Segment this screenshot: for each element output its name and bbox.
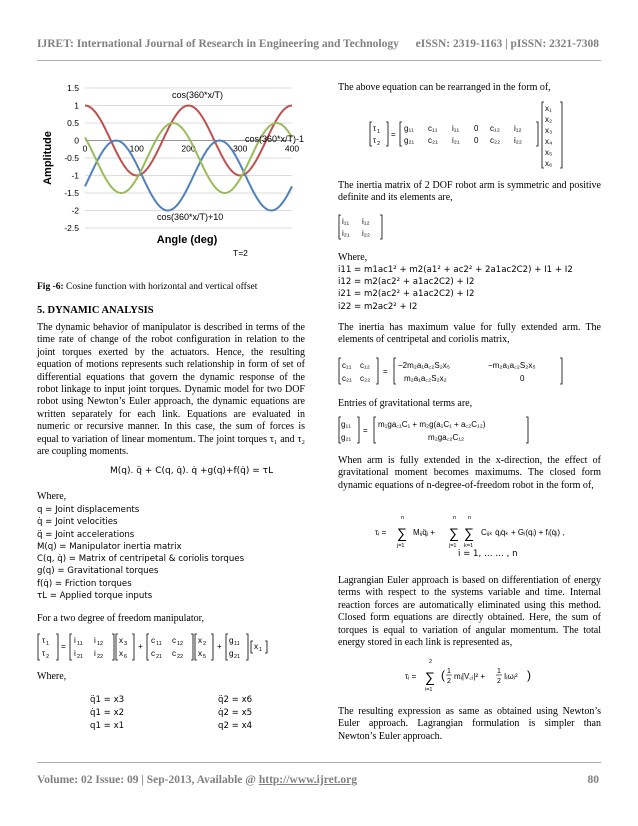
- svg-text:(: (: [441, 668, 445, 682]
- svg-text:2: 2: [46, 654, 50, 660]
- svg-text:c: c: [172, 636, 177, 645]
- coriolis-matrix: [338, 356, 588, 386]
- svg-text:i: i: [74, 649, 76, 658]
- y-tick-label: 1.5: [67, 83, 79, 93]
- svg-text:c: c: [172, 649, 177, 658]
- x-tick-label: 300: [233, 143, 248, 154]
- svg-text:3: 3: [124, 641, 128, 647]
- inertia-definitions: [338, 264, 573, 313]
- relation-item: q2 = x4: [218, 721, 253, 731]
- svg-text:c₁₁: c₁₁: [342, 361, 352, 370]
- svg-text:22: 22: [97, 654, 104, 660]
- svg-text:c₂₁: c₂₁: [342, 374, 352, 383]
- svg-text:5: 5: [203, 654, 207, 660]
- inertia-def: i11 = m1ac1² + m2(a1² + ac2² + 2a1ac2C2) + I1 + I2: [338, 265, 573, 275]
- y-tick-label: -1: [71, 170, 79, 181]
- where-2: Where,: [37, 671, 67, 682]
- svg-text:c₁₂: c₁₂: [490, 124, 500, 133]
- svg-text:22: 22: [177, 654, 184, 660]
- series-label: cos(360*x/T)+10: [157, 212, 224, 222]
- svg-text:g₂₁: g₂₁: [404, 136, 415, 145]
- svg-text:x: x: [198, 649, 203, 658]
- svg-text:n: n: [468, 515, 472, 521]
- svg-text:τᵢ =: τᵢ =: [375, 528, 387, 537]
- svg-text:j=1: j=1: [449, 543, 457, 549]
- svg-text:i₁₂: i₁₂: [362, 217, 370, 226]
- svg-text:m₁ga꜀₁C₁ + m₂g(a₁C₁ + a꜀₂C₁₂): m₁ga꜀₁C₁ + m₂g(a₁C₁ + a꜀₂C₁₂): [378, 420, 486, 429]
- svg-text:x₅: x₅: [545, 148, 553, 157]
- svg-text:11: 11: [77, 641, 83, 647]
- where-3: Where,: [338, 252, 368, 263]
- header-rule: [37, 60, 601, 61]
- def-item: q = Joint displacements: [37, 505, 140, 515]
- svg-text:k=1: k=1: [464, 543, 474, 549]
- svg-text:∑: ∑: [425, 669, 435, 685]
- svg-text:i: i: [94, 636, 96, 645]
- cosine-chart: [37, 80, 307, 270]
- page-number: 80: [587, 774, 599, 786]
- x-tick-label: 200: [181, 143, 196, 154]
- x-tick-label: 0: [82, 143, 88, 154]
- svg-text:11: 11: [156, 641, 162, 647]
- relation-item: q̇2 = x5: [218, 708, 253, 718]
- relation-item: q̈2 = x6: [218, 695, 253, 705]
- svg-text:Iᵢωᵢ²: Iᵢωᵢ²: [504, 672, 518, 681]
- svg-text:+: +: [138, 642, 143, 651]
- footer-rule: [37, 762, 601, 763]
- svg-text:g: g: [229, 636, 234, 645]
- figure: [37, 80, 307, 270]
- svg-text:12: 12: [177, 641, 184, 647]
- svg-text:g₂₁: g₂₁: [341, 433, 352, 442]
- svg-text:x: x: [119, 636, 124, 645]
- svg-text:=: =: [383, 367, 388, 376]
- running-footer: [37, 774, 599, 786]
- svg-text:mᵢ|V꜀ᵢ|² +: mᵢ|V꜀ᵢ|² +: [454, 672, 485, 681]
- svg-text:x₄: x₄: [545, 137, 553, 146]
- svg-text:x: x: [119, 649, 124, 658]
- caption-text: Cosine function with horizontal and vertical offset: [63, 282, 258, 292]
- svg-text:2: 2: [429, 659, 433, 665]
- inertia-def: i21 = m2(ac2² + a1ac2C2) + I2: [338, 289, 475, 300]
- svg-text:−2m₂a₁a꜀₂S₂x₅: −2m₂a₁a꜀₂S₂x₅: [398, 361, 451, 370]
- svg-text:c₁₂: c₁₂: [360, 361, 370, 370]
- svg-text:∑: ∑: [464, 525, 474, 541]
- y-tick-label: 0: [74, 135, 79, 146]
- svg-text:g: g: [229, 649, 234, 658]
- svg-text:∑: ∑: [449, 525, 459, 541]
- svg-text:=: =: [363, 426, 368, 435]
- def-item: g(q) = Gravitational torques: [37, 566, 159, 577]
- svg-text:x₆: x₆: [545, 159, 553, 168]
- svg-text:2: 2: [377, 141, 381, 147]
- svg-text:τᵢ =: τᵢ =: [405, 672, 417, 681]
- svg-text:6: 6: [124, 654, 128, 660]
- svg-text:2: 2: [203, 641, 207, 647]
- svg-text:=: =: [391, 130, 396, 139]
- svg-text:11: 11: [234, 641, 240, 647]
- svg-text:x: x: [254, 642, 259, 651]
- figure-caption: [37, 282, 307, 292]
- index-range: i = 1, … … , n: [458, 549, 518, 559]
- svg-text:c₂₂: c₂₂: [490, 136, 501, 145]
- svg-text:x: x: [198, 636, 203, 645]
- svg-text:Cᵢⱼₖ q̇ⱼq̇ₖ + Gᵢ(qᵢ) + fᵢ(q̇ᵢ): Cᵢⱼₖ q̇ⱼq̇ₖ + Gᵢ(qᵢ) + fᵢ(q̇ᵢ) ,: [481, 528, 565, 537]
- running-header: [37, 38, 599, 50]
- svg-text:0: 0: [474, 136, 479, 145]
- right-intro: The above equation can be rearranged in the form of,: [338, 82, 551, 93]
- svg-text:i₂₁: i₂₁: [452, 136, 460, 145]
- inertia-def: i12 = m2(ac2² + a1ac2C2) + I2: [338, 277, 475, 288]
- svg-text:τ: τ: [42, 649, 46, 658]
- svg-text:21: 21: [156, 654, 163, 660]
- svg-text:x₂: x₂: [545, 115, 553, 124]
- x-tick-label: 100: [129, 143, 144, 154]
- inertia-matrix: [338, 213, 388, 241]
- svg-text:x₁: x₁: [545, 104, 552, 113]
- svg-text:i₂₁: i₂₁: [342, 229, 350, 238]
- energy-equation: [405, 655, 555, 699]
- svg-text:1: 1: [447, 668, 451, 675]
- grav-text: Entries of gravitational terms are,: [338, 398, 473, 409]
- relation-item: q̈1 = x3: [90, 695, 125, 705]
- def-item: q̇ = Joint velocities: [37, 517, 118, 528]
- def-item: τL = Applied torque inputs: [37, 591, 153, 602]
- svg-text:c₁₁: c₁₁: [428, 124, 438, 133]
- svg-text:i₁₁: i₁₁: [452, 124, 460, 133]
- svg-text:i: i: [94, 649, 96, 658]
- svg-text:c: c: [151, 636, 156, 645]
- definitions: [37, 504, 244, 602]
- y-tick-label: 0.5: [67, 118, 79, 128]
- relation-item: q1 = x1: [90, 721, 125, 731]
- inertia-text: The inertia matrix of 2 DOF robot arm is symmetric and positive definite and its elements are,: [338, 180, 601, 204]
- state-relations-right: [218, 694, 252, 733]
- svg-text:1: 1: [497, 668, 501, 675]
- svg-text:τ: τ: [373, 124, 377, 133]
- lagrangian-text: Lagrangian Euler approach is based on differentiation of energy terms with respect to the systems variable and time. Internal reaction forces are automatically eliminated using this method. Closed form equations are directly obtained. Here, the sum of torques is equal to variation of angular momentum. The total energy stored in each link is represented as,: [338, 575, 601, 649]
- svg-text:−m₂a₁a꜀₂S₂x₅: −m₂a₁a꜀₂S₂x₅: [488, 361, 536, 370]
- y-axis-label: Amplitude: [42, 131, 54, 185]
- svg-text:τ: τ: [373, 136, 377, 145]
- svg-text:Mᵢⱼq̈ⱼ +: Mᵢⱼq̈ⱼ +: [413, 528, 436, 537]
- section-title: 5. DYNAMIC ANALYSIS: [37, 305, 154, 316]
- svg-text:i₁₂: i₁₂: [514, 124, 522, 133]
- svg-text:g₁₁: g₁₁: [404, 124, 414, 133]
- svg-text:g₁₁: g₁₁: [341, 420, 351, 429]
- svg-text:c₂₁: c₂₁: [428, 136, 438, 145]
- y-tick-label: -2: [71, 205, 79, 216]
- journal-link[interactable]: http://www.ijret.org: [258, 774, 358, 786]
- svg-text:1: 1: [259, 647, 263, 653]
- journal-title: IJRET: International Journal of Research in Engineering and Technology: [37, 38, 399, 50]
- caption-label: Fig -6:: [37, 282, 64, 292]
- svg-text:m₂a₁a꜀₂S₂x₂: m₂a₁a꜀₂S₂x₂: [404, 374, 447, 383]
- svg-text:12: 12: [97, 641, 104, 647]
- svg-text:2: 2: [447, 678, 451, 685]
- two-dof-text: For a two degree of freedom manipulator,: [37, 613, 205, 624]
- svg-text:∑: ∑: [397, 525, 407, 541]
- series-label: cos(360*x/T)-1: [245, 134, 305, 144]
- gravity-matrix: [338, 415, 558, 445]
- max-text: The inertia has maximum value for fully extended arm. The elements of centripetal and coriolis matrix,: [338, 322, 601, 346]
- y-tick-label: -1.5: [64, 188, 79, 198]
- volume-info: Volume: 02 Issue: 09 | Sep-2013, Available @: [37, 774, 259, 786]
- inertia-def: i22 = m2ac2² + I2: [338, 301, 418, 312]
- svg-text:c: c: [151, 649, 156, 658]
- def-item: f(q̇) = Friction torques: [37, 578, 132, 589]
- svg-text:21: 21: [234, 654, 241, 660]
- svg-text:+: +: [217, 642, 222, 651]
- svg-text:i₁₁: i₁₁: [342, 217, 350, 226]
- main-equation: M(q). q̈ + C(q, q̇). q̇ +g(q)+f(q̇) = τL: [110, 466, 274, 476]
- where-1: Where,: [37, 491, 67, 502]
- result-text: The resulting expression as same as obtained using Newton’s Euler approach. Lagrangian formulation is simpler than Newton’s Euler approach.: [338, 706, 601, 742]
- svg-text:τ: τ: [42, 636, 46, 645]
- left-para-1: The dynamic behavior of manipulator is described in terms of the time rate of change of the robot configuration in relation to the joint torques exerted by the actuators. Hence, the resulting equation of motions represents such relationship in form of set of differential equations that govern the dynamic response of the robot linkage to input joint torques. Dynamic model for two DOF robot using Newton’s Euler approach, the dynamic equations are written separately for each link. Equations are evaluated in numeric or recursive manner. In this case, the sum of forces is equal to variation of linear momentum. The joint torques τ₁ and τ₂ are coupling moments.: [37, 322, 305, 458]
- x-tick-label: 400: [284, 143, 300, 154]
- y-tick-label: 1: [74, 100, 79, 111]
- svg-text:m₂ga꜀₂C₁₂: m₂ga꜀₂C₁₂: [428, 433, 465, 442]
- closed-form-text: When arm is fully extended in the x-direction, the effect of gravitational moment becomes maximums. The closed form dynamic equations of n-degree-of-freedom robot in the form of,: [338, 455, 601, 491]
- svg-text:=: =: [61, 642, 66, 651]
- svg-text:i₂₂: i₂₂: [362, 229, 370, 238]
- svg-text:i: i: [74, 636, 76, 645]
- svg-text:1: 1: [377, 129, 381, 135]
- state-relations-left: [90, 694, 124, 733]
- svg-text:c₂₂: c₂₂: [360, 374, 371, 383]
- def-item: C(q, q̇) = Matrix of centripetal & coriolis torques: [37, 554, 245, 565]
- def-item: M(q) = Manipulator inertia matrix: [37, 541, 182, 552]
- svg-text:21: 21: [77, 654, 84, 660]
- svg-text:j=1: j=1: [397, 543, 405, 549]
- def-item: q̈ = Joint accelerations: [37, 529, 135, 540]
- svg-text:0: 0: [474, 124, 479, 133]
- svg-text:x₃: x₃: [545, 126, 553, 135]
- svg-text:2: 2: [497, 678, 501, 685]
- svg-text:1: 1: [46, 641, 50, 647]
- chart-note: T=2: [233, 248, 248, 258]
- rearranged-equation: [368, 100, 568, 170]
- issn: eISSN: 2319-1163 | pISSN: 2321-7308: [415, 38, 599, 50]
- svg-text:n: n: [401, 515, 405, 521]
- y-tick-label: -0.5: [64, 153, 79, 163]
- svg-text:0: 0: [520, 374, 525, 383]
- x-axis-label: Angle (deg): [156, 234, 218, 246]
- series-label: cos(360*x/T): [172, 90, 224, 100]
- relation-item: q̇1 = x2: [90, 708, 125, 718]
- matrix-equation: [37, 632, 287, 662]
- svg-text:i=1: i=1: [425, 687, 433, 693]
- svg-text:i₂₂: i₂₂: [514, 136, 522, 145]
- svg-text:): ): [527, 668, 531, 682]
- y-tick-label: -2.5: [64, 223, 79, 233]
- svg-text:n: n: [453, 515, 457, 521]
